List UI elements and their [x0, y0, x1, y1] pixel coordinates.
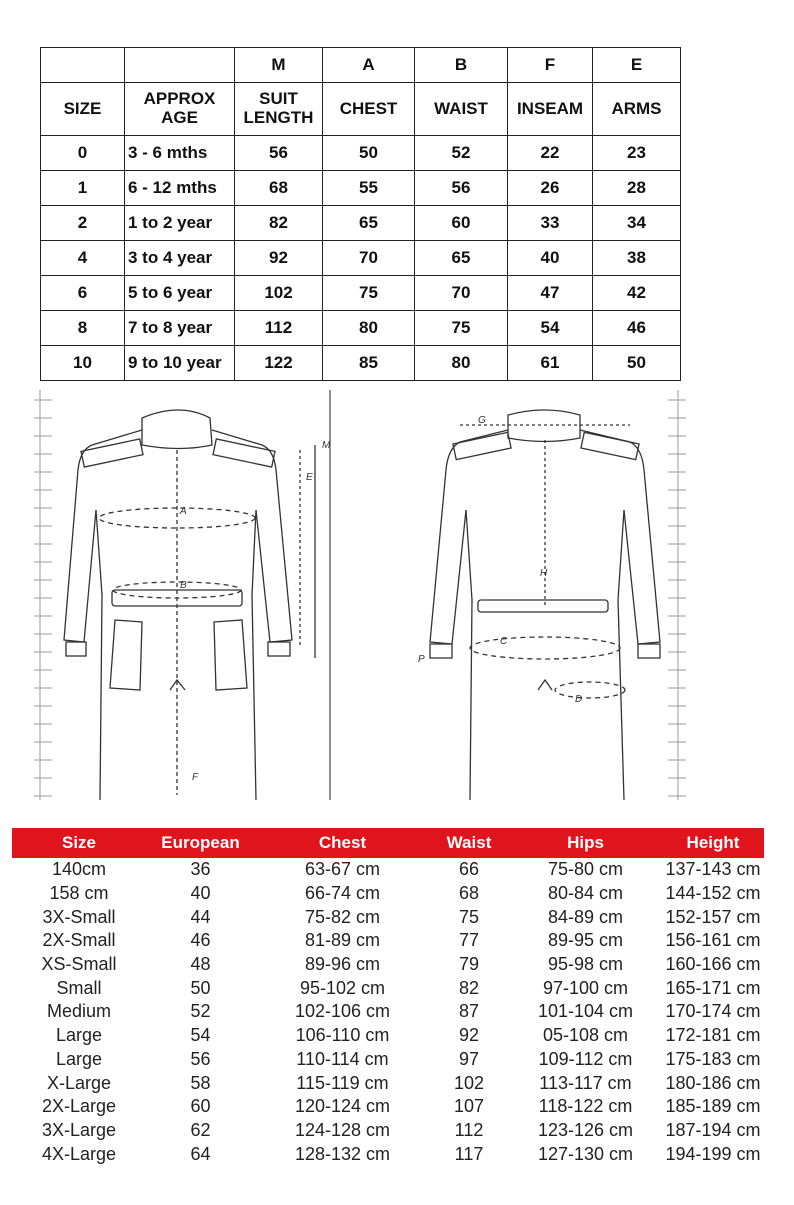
cell-arms: 42	[593, 276, 681, 311]
header-cell-arms	[593, 83, 681, 136]
cell-size: 3X-Large	[41, 1119, 117, 1140]
cell-age: 3 - 6 mths	[125, 136, 235, 171]
cell-age: 3 to 4 year	[125, 241, 235, 276]
cell-arms: 46	[593, 311, 681, 346]
cell-arms: 23	[593, 136, 681, 171]
cell-waist: 80	[415, 346, 508, 381]
header-cell-suit-length	[235, 83, 323, 136]
cell-inseam: 22	[508, 136, 593, 171]
cell-waist: 75	[458, 906, 480, 927]
cell-size: 10	[41, 346, 125, 381]
cell-size: 4X-Large	[41, 1143, 117, 1164]
cell-suit-length: 56	[235, 136, 323, 171]
cell-arms: 50	[593, 346, 681, 381]
cell-chest: 75-82 cm	[304, 906, 381, 927]
cell-size: Medium	[46, 1001, 112, 1022]
table-row	[41, 241, 681, 276]
table-row	[12, 905, 764, 929]
header-cell-waist	[415, 83, 508, 136]
cell-size: 6	[41, 276, 125, 311]
cell-age: 7 to 8 year	[125, 311, 235, 346]
cell-chest: 115-119 cm	[296, 1072, 389, 1093]
header-cell-size	[41, 83, 125, 136]
cell-height: 156-161 cm	[665, 930, 761, 951]
front-label: M	[322, 440, 331, 451]
cell-waist: 70	[415, 276, 508, 311]
cell-suit-length: 92	[235, 241, 323, 276]
adult-size-table	[12, 828, 764, 1166]
cell-waist: 56	[415, 171, 508, 206]
letter-cell-arms: E	[593, 48, 681, 83]
cell-waist: 117	[454, 1143, 484, 1164]
cell-waist: 102	[453, 1072, 485, 1093]
header-chest: Chest	[318, 833, 367, 852]
cell-chest: 120-124 cm	[294, 1096, 391, 1117]
cell-waist: 79	[458, 954, 480, 975]
cell-hips: 75-80 cm	[547, 859, 624, 880]
cell-size: 1	[41, 171, 125, 206]
cell-chest: 55	[323, 171, 415, 206]
cell-height: 172-181 cm	[665, 1025, 761, 1046]
cell-european: 50	[190, 977, 211, 998]
cell-european: 62	[190, 1119, 211, 1140]
cell-arms: 28	[593, 171, 681, 206]
cell-waist: 92	[458, 1025, 480, 1046]
cell-chest: 95-102 cm	[299, 977, 386, 998]
cell-hips: 113-117 cm	[539, 1072, 632, 1093]
diagram-svg	[30, 390, 690, 805]
cell-inseam: 26	[508, 171, 593, 206]
left-ruler	[34, 390, 52, 800]
header-cell-chest	[323, 83, 415, 136]
coverall-measurement-diagram	[30, 390, 690, 805]
cell-hips: 101-104 cm	[537, 1001, 634, 1022]
header-line: WAIST	[434, 98, 488, 118]
letter-cell-age	[125, 48, 235, 83]
cell-waist: 77	[458, 930, 480, 951]
table-row	[12, 976, 764, 1000]
cell-chest: 124-128 cm	[294, 1119, 391, 1140]
cell-waist: 97	[458, 1048, 480, 1069]
table-row	[12, 1024, 764, 1048]
letter-cell-waist: B	[415, 48, 508, 83]
cell-arms: 34	[593, 206, 681, 241]
cell-height: 175-183 cm	[665, 1048, 761, 1069]
back-label: H	[540, 568, 548, 579]
table-row	[12, 1000, 764, 1024]
kids-size-table	[40, 47, 681, 381]
table-row	[41, 346, 681, 381]
cell-european: 58	[190, 1072, 211, 1093]
cell-hips: 118-122 cm	[538, 1096, 633, 1117]
header-line: AGE	[161, 108, 198, 127]
back-view	[430, 410, 660, 800]
letter-cell-inseam: F	[508, 48, 593, 83]
header-height: Height	[686, 833, 740, 852]
cell-size: 2	[41, 206, 125, 241]
cell-waist: 65	[415, 241, 508, 276]
cell-height: 194-199 cm	[665, 1143, 761, 1164]
cell-size: 4	[41, 241, 125, 276]
table-row	[12, 858, 764, 882]
header-line: SIZE	[63, 98, 102, 118]
cell-height: 170-174 cm	[665, 1001, 761, 1022]
cell-chest: 81-89 cm	[304, 930, 381, 951]
kids-letter-row	[41, 48, 681, 83]
cell-age: 1 to 2 year	[125, 206, 235, 241]
cell-age: 9 to 10 year	[125, 346, 235, 381]
cell-hips: 97-100 cm	[542, 977, 629, 998]
cell-european: 44	[190, 906, 211, 927]
cell-inseam: 33	[508, 206, 593, 241]
cell-chest: 65	[323, 206, 415, 241]
header-size: Size	[61, 833, 97, 852]
cell-waist: 82	[458, 977, 480, 998]
cell-arms: 38	[593, 241, 681, 276]
right-ruler	[668, 390, 686, 800]
back-label: G	[478, 415, 486, 426]
front-label: F	[192, 772, 199, 783]
cell-chest: 50	[323, 136, 415, 171]
cell-size: 8	[41, 311, 125, 346]
cell-inseam: 54	[508, 311, 593, 346]
cell-hips: 95-98 cm	[547, 954, 624, 975]
header-cell-age	[125, 83, 235, 136]
cell-size: X-Large	[46, 1072, 112, 1093]
cell-age: 6 - 12 mths	[125, 171, 235, 206]
cell-waist: 60	[415, 206, 508, 241]
cell-european: 54	[190, 1025, 211, 1046]
cell-chest: 80	[323, 311, 415, 346]
cell-waist: 87	[458, 1001, 480, 1022]
cell-size: Small	[56, 977, 102, 998]
header-european: European	[161, 833, 240, 852]
cell-european: 48	[190, 954, 211, 975]
cell-height: 180-186 cm	[665, 1072, 761, 1093]
table-row	[12, 1119, 764, 1143]
header-line: SUIT	[259, 89, 298, 109]
table-row	[12, 953, 764, 977]
cell-hips: 109-112 cm	[538, 1048, 633, 1069]
cell-height: 185-189 cm	[665, 1096, 761, 1117]
back-label: C	[500, 636, 508, 647]
table-row	[12, 882, 764, 906]
cell-hips: 127-130 cm	[537, 1143, 634, 1164]
cell-hips: 05-108 cm	[542, 1025, 629, 1046]
cell-chest: 106-110 cm	[295, 1025, 390, 1046]
cell-chest: 75	[323, 276, 415, 311]
cell-chest: 63-67 cm	[304, 859, 381, 880]
cell-size: 140cm	[51, 859, 107, 880]
cell-age: 5 to 6 year	[125, 276, 235, 311]
table-row	[41, 171, 681, 206]
cell-european: 56	[190, 1048, 211, 1069]
kids-header-row	[41, 83, 681, 136]
cell-chest: 102-106 cm	[294, 1001, 391, 1022]
cell-size: 158 cm	[49, 883, 109, 904]
cell-height: 152-157 cm	[665, 906, 761, 927]
cell-hips: 123-126 cm	[537, 1119, 634, 1140]
cell-suit-length: 68	[235, 171, 323, 206]
front-label: E	[306, 472, 313, 483]
cell-suit-length: 112	[235, 311, 323, 346]
table-row	[12, 929, 764, 953]
cell-height: 160-166 cm	[665, 954, 761, 975]
cell-european: 64	[190, 1143, 211, 1164]
cell-waist: 52	[415, 136, 508, 171]
cell-height: 137-143 cm	[665, 859, 761, 880]
cell-chest: 110-114 cm	[296, 1048, 389, 1069]
cell-chest: 85	[323, 346, 415, 381]
cell-european: 36	[190, 859, 211, 880]
cell-european: 60	[190, 1096, 211, 1117]
table-row	[41, 276, 681, 311]
cell-size: XS-Small	[41, 954, 117, 975]
cell-hips: 84-89 cm	[547, 906, 624, 927]
cell-inseam: 47	[508, 276, 593, 311]
front-label: A	[180, 506, 187, 517]
cell-size: 0	[41, 136, 125, 171]
cell-hips: 89-95 cm	[547, 930, 624, 951]
table-row	[41, 206, 681, 241]
cell-suit-length: 122	[235, 346, 323, 381]
table-row	[41, 136, 681, 171]
table-row	[12, 1048, 764, 1072]
cell-hips: 80-84 cm	[547, 883, 624, 904]
cell-height: 144-152 cm	[665, 883, 761, 904]
header-hips: Hips	[567, 833, 604, 852]
cell-european: 40	[190, 883, 211, 904]
cell-inseam: 61	[508, 346, 593, 381]
header-cell-inseam	[508, 83, 593, 136]
cell-chest: 66-74 cm	[304, 883, 381, 904]
adult-table-body	[12, 858, 764, 1166]
cell-size: 3X-Small	[42, 906, 116, 927]
cell-height: 165-171 cm	[665, 977, 761, 998]
cell-size: Large	[55, 1048, 103, 1069]
header-line: ARMS	[611, 98, 662, 118]
front-view	[64, 410, 315, 800]
cell-european: 46	[190, 930, 211, 951]
cell-size: Large	[55, 1025, 103, 1046]
cell-waist: 112	[454, 1119, 484, 1140]
back-label: P	[418, 654, 425, 665]
header-line: CHEST	[339, 98, 398, 118]
letter-cell-chest: A	[323, 48, 415, 83]
cell-suit-length: 82	[235, 206, 323, 241]
adult-table-header	[12, 828, 764, 858]
header-line: INSEAM	[516, 98, 584, 118]
table-row	[41, 311, 681, 346]
header-line: LENGTH	[243, 108, 314, 127]
cell-waist: 75	[415, 311, 508, 346]
cell-suit-length: 102	[235, 276, 323, 311]
cell-waist: 107	[453, 1096, 485, 1117]
cell-chest: 89-96 cm	[304, 954, 381, 975]
table-row	[12, 1142, 764, 1166]
table-row	[12, 1071, 764, 1095]
back-label: D	[575, 694, 583, 705]
letter-cell-suit-length: M	[235, 48, 323, 83]
front-label: B	[180, 580, 187, 591]
cell-waist: 68	[458, 883, 480, 904]
cell-size: 2X-Small	[42, 930, 116, 951]
cell-chest: 128-132 cm	[294, 1143, 391, 1164]
kids-size-table-container	[40, 47, 680, 381]
cell-waist: 66	[458, 859, 480, 880]
header-line: APPROX	[143, 89, 216, 109]
cell-size: 2X-Large	[41, 1096, 117, 1117]
cell-european: 52	[190, 1001, 211, 1022]
cell-chest: 70	[323, 241, 415, 276]
table-row	[12, 1095, 764, 1119]
letter-cell-size	[41, 48, 125, 83]
cell-height: 187-194 cm	[665, 1119, 761, 1140]
header-waist: Waist	[446, 833, 492, 852]
cell-inseam: 40	[508, 241, 593, 276]
